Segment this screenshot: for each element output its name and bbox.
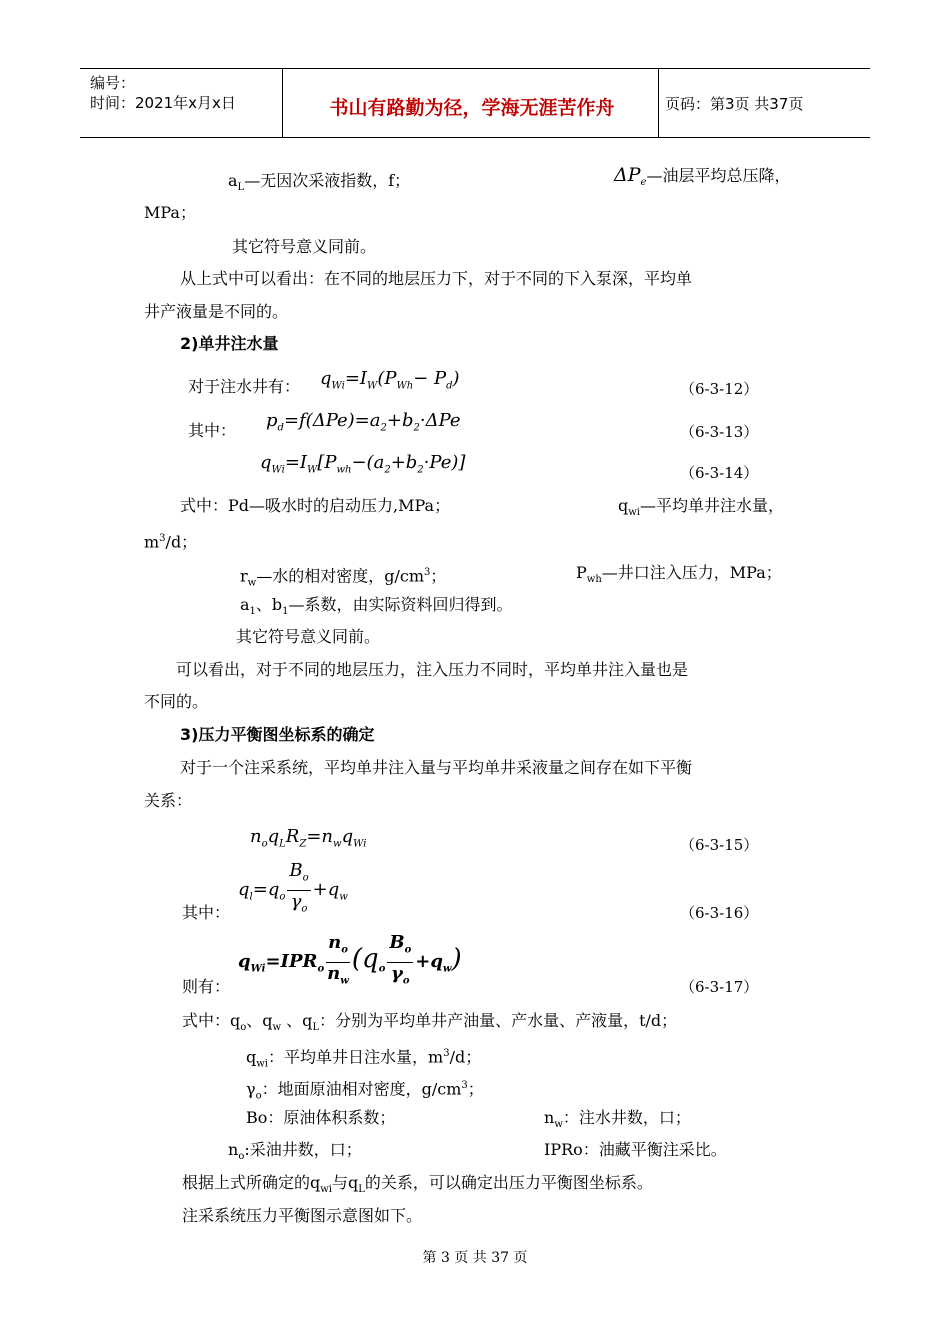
- text-line: 注采系统压力平衡图示意图如下。: [182, 1206, 423, 1225]
- text-line: 关系：: [144, 791, 193, 810]
- text-line: 根据上式所确定的$q_{wi}$与$q_L$的关系，可以确定出压力平衡图坐标系。: [182, 1173, 653, 1196]
- equation-6-3-12: $q_{Wi}=I_W(P_{Wh}- P_d)$: [320, 368, 460, 392]
- page-footer: 第 3 页 共 37 页: [422, 1250, 528, 1266]
- header-meta: [90, 73, 236, 113]
- equation-number: （6-3-16）: [680, 904, 759, 922]
- text-line: $r_w—$水的相对密度，$g/cm^3$；: [240, 566, 447, 589]
- text-line: $q_{wi}—$平均单井注水量，: [618, 496, 785, 519]
- text-line: 式中：Pd—吸水时的启动压力,MPa；: [180, 496, 451, 515]
- text-line: 可以看出，对于不同的地层压力，注入压力不同时，平均单井注入量也是: [176, 660, 689, 679]
- doc-date: 时间：2021年x月x日: [90, 94, 236, 112]
- text-line: $n_o$:采油井数，口；: [228, 1140, 362, 1163]
- header-motto: 书山有路勤为径，学海无涯苦作舟: [329, 97, 615, 119]
- equation-6-3-13: $p_d=f(\Delta Pe)=a_2+b_2\cdot\Delta Pe$: [266, 410, 461, 434]
- text-line: 不同的。: [144, 692, 209, 711]
- text-line: MPa；: [144, 203, 196, 222]
- text-line: $\gamma_o$：地面原油相对密度，$g/cm^3$；: [246, 1079, 484, 1102]
- text-line: $a_L—$无因次采液指数，f；: [228, 171, 411, 194]
- text-line: $n_w$：注水井数，口；: [544, 1108, 691, 1131]
- text-line: 其中：: [188, 421, 237, 440]
- equation-number: （6-3-15）: [680, 836, 759, 854]
- equation-6-3-16: $q_l=q_o$ $\frac{B_o}{\gamma_o}$ $+q_w$: [238, 860, 348, 915]
- text-line: $\Delta P_e—$油层平均总压降，: [614, 164, 791, 189]
- text-line: IPRo：油藏平衡注采比。: [544, 1140, 727, 1159]
- text-line: $q_{wi}$：平均单井日注水量，$m^3/d$；: [246, 1047, 482, 1070]
- equation-6-3-17: $q_{Wi}=IPR_o$ $\frac{n_o}{n_w}$ ($q_o$ $\frac{B_o}{\gamma_o}$ $+q_w$): [238, 932, 462, 987]
- page-header: [80, 68, 870, 138]
- header-page-number: 页码：第3页 共37页: [665, 95, 804, 113]
- equation-number: （6-3-17）: [680, 978, 759, 996]
- text-line: $a_1$、$b_1—$系数，由实际资料回归得到。: [240, 595, 513, 618]
- text-line: 对于一个注采系统，平均单井注入量与平均单井采液量之间存在如下平衡: [180, 758, 693, 777]
- text-line: 其它符号意义同前。: [232, 237, 377, 256]
- text-line: 其中：: [182, 903, 231, 922]
- text-line: 对于注水井有：: [188, 377, 301, 396]
- text-line: 井产液量是不同的。: [144, 302, 289, 321]
- doc-number-label: 编号：: [90, 74, 136, 92]
- text-line: 其它符号意义同前。: [236, 627, 381, 646]
- equation-6-3-14: $q_{Wi}=I_W[P_{wh}-(a_2+b_2\cdot Pe)]$: [260, 452, 466, 476]
- text-line: $P_{wh}—$井口注入压力，MPa；: [576, 563, 782, 586]
- section-heading: 3)压力平衡图坐标系的确定: [180, 725, 375, 744]
- header-divider: [282, 69, 283, 137]
- text-line: 式中：$q_o$、$q_w$ 、$q_L$：分别为平均单井产油量、产水量、产液量，t/d；: [182, 1011, 678, 1034]
- text-line: 从上式中可以看出：在不同的地层压力下，对于不同的下入泵深，平均单: [180, 269, 693, 288]
- equation-number: （6-3-13）: [680, 423, 759, 441]
- text-line: Bo：原油体积系数；: [246, 1108, 396, 1127]
- equation-6-3-15: $n_oq_LR_Z=n_wq_{Wi}$: [250, 826, 367, 850]
- section-heading: 2)单井注水量: [180, 334, 279, 353]
- text-line: $m^3/d$；: [144, 532, 198, 552]
- equation-number: （6-3-14）: [680, 464, 759, 482]
- equation-number: （6-3-12）: [680, 380, 759, 398]
- text-line: 则有：: [182, 977, 231, 996]
